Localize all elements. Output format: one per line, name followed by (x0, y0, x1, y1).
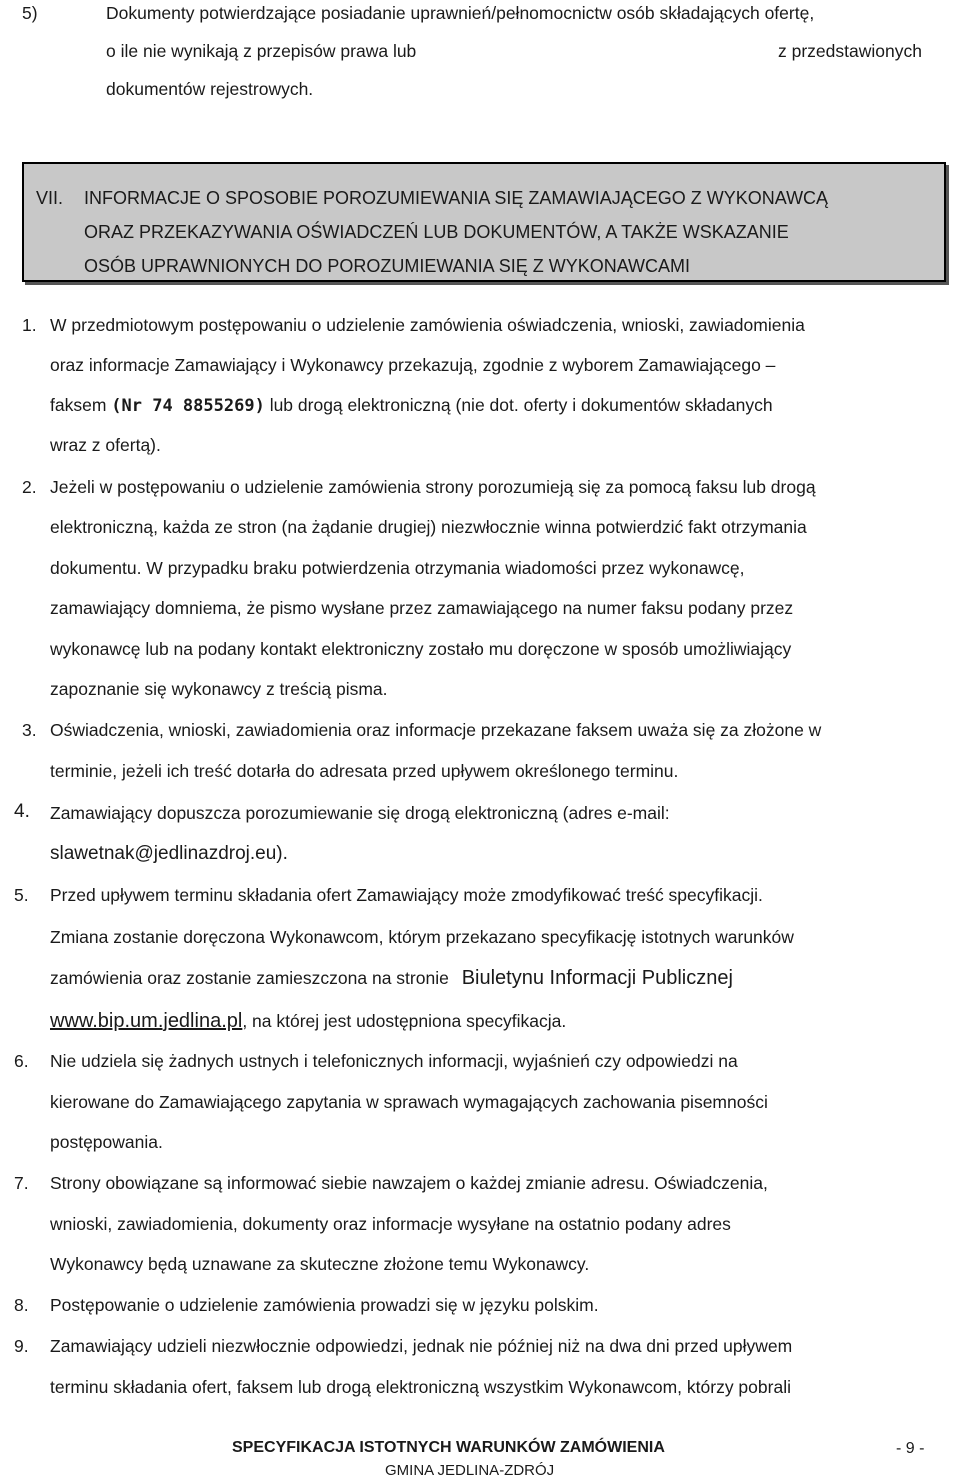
item-6-line: postępowania. (50, 1132, 163, 1152)
item-2-line: zapoznanie się wykonawcy z treścią pisma. (50, 679, 388, 699)
item-1-line: W przedmiotowym postępowaniu o udzielenie zamówienia oświadczenia, wnioski, zawiadomienia (50, 315, 805, 335)
item-number: 1. (22, 315, 37, 335)
item-1-text: faksem (50, 395, 107, 415)
item-5-text: , na której jest udostępniona specyfikacja. (242, 1011, 567, 1031)
item-5-line (50, 1010, 566, 1032)
bip-link[interactable]: www.bip.um.jedlina.pl (50, 1010, 243, 1032)
item-5-line (50, 967, 733, 989)
item-number: 6. (14, 1051, 29, 1071)
item-9-line: Zamawiający udzieli niezwłocznie odpowiedzi, jednak nie później niż na dwa dni przed upływem (50, 1336, 793, 1356)
footer-subtitle: GMINA JEDLINA-ZDRÓJ (385, 1462, 555, 1479)
item-7-line: Wykonawcy będą uznawane za skuteczne złożone temu Wykonawcy. (50, 1254, 590, 1274)
item-8-line: Postępowanie o udzielenie zamówienia prowadzi się w języku polskim. (50, 1295, 599, 1315)
item-number: 8. (14, 1295, 29, 1315)
top-item-line: o ile nie wynikają z przepisów prawa lub (106, 41, 417, 61)
item-2-line: Jeżeli w postępowaniu o udzielenie zamówienia strony porozumieją się za pomocą faksu lub drogą (50, 477, 816, 497)
item-7-line: Strony obowiązane są informować siebie nawzajem o każdej zmianie adresu. Oświadczenia, (50, 1173, 768, 1193)
footer-title: SPECYFIKACJA ISTOTNYCH WARUNKÓW ZAMÓWIENIA (232, 1439, 665, 1456)
item-6-line: kierowane do Zamawiającego zapytania w sprawach wymagających zachowania pisemności (50, 1092, 768, 1112)
item-1-line: oraz informacje Zamawiający i Wykonawcy przekazują, zgodnie z wyborem Zamawiającego – (50, 355, 776, 375)
item-9-line: terminu składania ofert, faksem lub drogą elektroniczną wszystkim Wykonawcom, którzy pobrali (50, 1377, 791, 1397)
item-4-line (50, 802, 945, 824)
item-number: 4. (14, 801, 30, 822)
page-number: - 9 - (896, 1440, 925, 1457)
section-title-line: ORAZ PRZEKAZYWANIA OŚWIADCZEŃ LUB DOKUMENTÓW, A TAKŻE WSKAZANIE (84, 222, 789, 242)
item-2-line: wykonawcę lub na podany kontakt elektroniczny zostało mu doręczone w sposób umożliwiający (50, 639, 792, 659)
item-7-line: wnioski, zawiadomienia, dokumenty oraz informacje wysyłane na ostatnio podany adres (50, 1214, 731, 1234)
item-2-line: dokumentu. W przypadku braku potwierdzenia otrzymania wiadomości przez wykonawcę, (50, 558, 745, 578)
item-number: 2. (22, 477, 37, 497)
item-number: 5. (14, 885, 29, 905)
section-title-line: INFORMACJE O SPOSOBIE POROZUMIEWANIA SIĘ ZAMAWIAJĄCEGO Z WYKONAWCĄ (84, 188, 829, 208)
item-1-line: wraz z ofertą). (50, 435, 161, 455)
item-1-line (50, 394, 773, 417)
section-number: VII. (36, 188, 64, 208)
item-2-line: elektroniczną, każda ze stron (na żądanie drugiej) niezwłocznie winna potwierdzić fakt otrzymania (50, 517, 807, 537)
item-3-line: terminie, jeżeli ich treść dotarła do adresata przed upływem określonego terminu. (50, 761, 679, 781)
item-number: 5) (22, 3, 38, 23)
item-1-text: lub drogą elektroniczną (nie dot. oferty i dokumentów składanych (269, 395, 773, 415)
section-title-line: OSÓB UPRAWNIONYCH DO POROZUMIEWANIA SIĘ Z WYKONAWCAMI (84, 256, 691, 276)
top-item-line: z przedstawionych (778, 41, 922, 61)
item-5-line: Przed upływem terminu składania ofert Zamawiający może zmodyfikować treść specyfikacji. (50, 885, 763, 905)
item-2-line: zamawiający domniema, że pismo wysłane przez zamawiającego na numer faksu podany przez (50, 598, 794, 618)
item-5-line: Zmiana zostanie doręczona Wykonawcom, którym przekazano specyfikację istotnych warunków (50, 927, 794, 947)
item-6-line: Nie udziela się żadnych ustnych i telefonicznych informacji, wyjaśnień czy odpowiedzi na (50, 1051, 738, 1071)
bip-name: Biuletynu Informacji Publicznej (461, 967, 733, 989)
top-item-line: Dokumenty potwierdzające posiadanie uprawnień/pełnomocnictw osób składających ofertę, (106, 3, 815, 23)
email-address[interactable]: slawetnak@jedlinazdroj.eu). (50, 843, 288, 864)
item-4-text: Zamawiający dopuszcza porozumiewanie się drogą elektroniczną (adres e-mail: (50, 803, 670, 823)
item-3-line: Oświadczenia, wnioski, zawiadomienia oraz informacje przekazane faksem uważa się za złożone w (50, 720, 822, 740)
item-number: 9. (14, 1336, 29, 1356)
fax-number: (Nr 74 8855269) (111, 396, 265, 416)
item-number: 3. (22, 720, 37, 740)
top-item-line: dokumentów rejestrowych. (106, 79, 314, 99)
item-5-text: zamówienia oraz zostanie zamieszczona na stronie (50, 968, 449, 988)
item-number: 7. (14, 1173, 29, 1193)
